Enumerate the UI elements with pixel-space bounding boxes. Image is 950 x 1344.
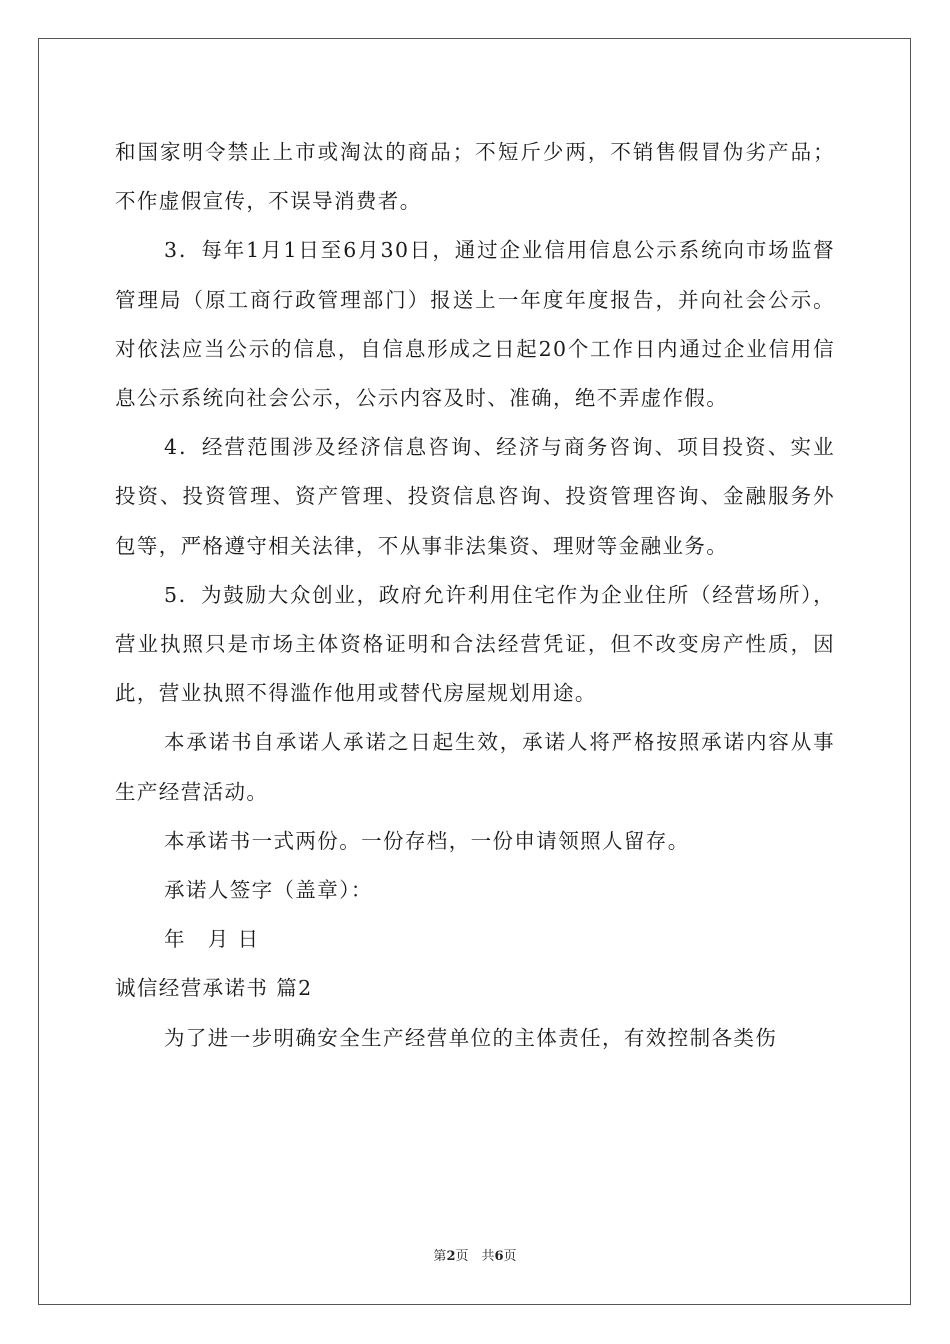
date-line: 年 月 日 (164, 927, 260, 952)
paragraph-copies: 本承诺书一式两份。一份存档，一份申请领照人留存。 (164, 828, 690, 853)
footer-mid: 页 共 (455, 1249, 495, 1264)
footer-prefix: 第 (433, 1249, 447, 1264)
footer-page-number: 2 (446, 1249, 456, 1264)
paragraph-effect: 本承诺书自承诺人承诺之日起生效，承诺人将严格按照承诺内容从事生产经营活动。 (115, 730, 835, 804)
paragraph-item-5: 5．为鼓励大众创业，政府允许利用住宅作为企业住所（经营场所），营业执照只是市场主体资格证明和合法经营凭证，但不改变房产性质，因此，营业执照不得滥作他用或替代房屋规划用途。 (115, 582, 835, 706)
page-footer (0, 1245, 950, 1264)
footer-total-pages: 6 (494, 1249, 504, 1264)
paragraph-item-3: 3．每年1月1日至6月30日，通过企业信用信息公示系统向市场监督管理局（原工商行政管理部门）报送上一年度年度报告，并向社会公示。对依法应当公示的信息，自信息形成之日起20个工作日内通过企业信用信息公示系统向社会公示，公示内容及时、准确，绝不弄虚作假。 (115, 238, 835, 411)
paragraph-item-4: 4．经营范围涉及经济信息咨询、经济与商务咨询、项目投资、实业投资、投资管理、资产管理、投资信息咨询、投资管理咨询、金融服务外包等，严格遵守相关法律，不从事非法集资、理财等金融业务。 (115, 435, 835, 558)
paragraph-1: 和国家明令禁止上市或淘汰的商品；不短斤少两，不销售假冒伪劣产品；不作虚假宣传，不误导消费者。 (115, 140, 835, 214)
signature-line: 承诺人签字（盖章）： (164, 878, 373, 903)
footer-suffix: 页 (503, 1249, 517, 1264)
section-heading: 诚信经营承诺书 篇2 (115, 976, 313, 1001)
paragraph-section2-start: 为了进一步明确安全生产经营单位的主体责任，有效控制各类伤 (164, 1025, 778, 1050)
document-body (115, 128, 835, 1063)
